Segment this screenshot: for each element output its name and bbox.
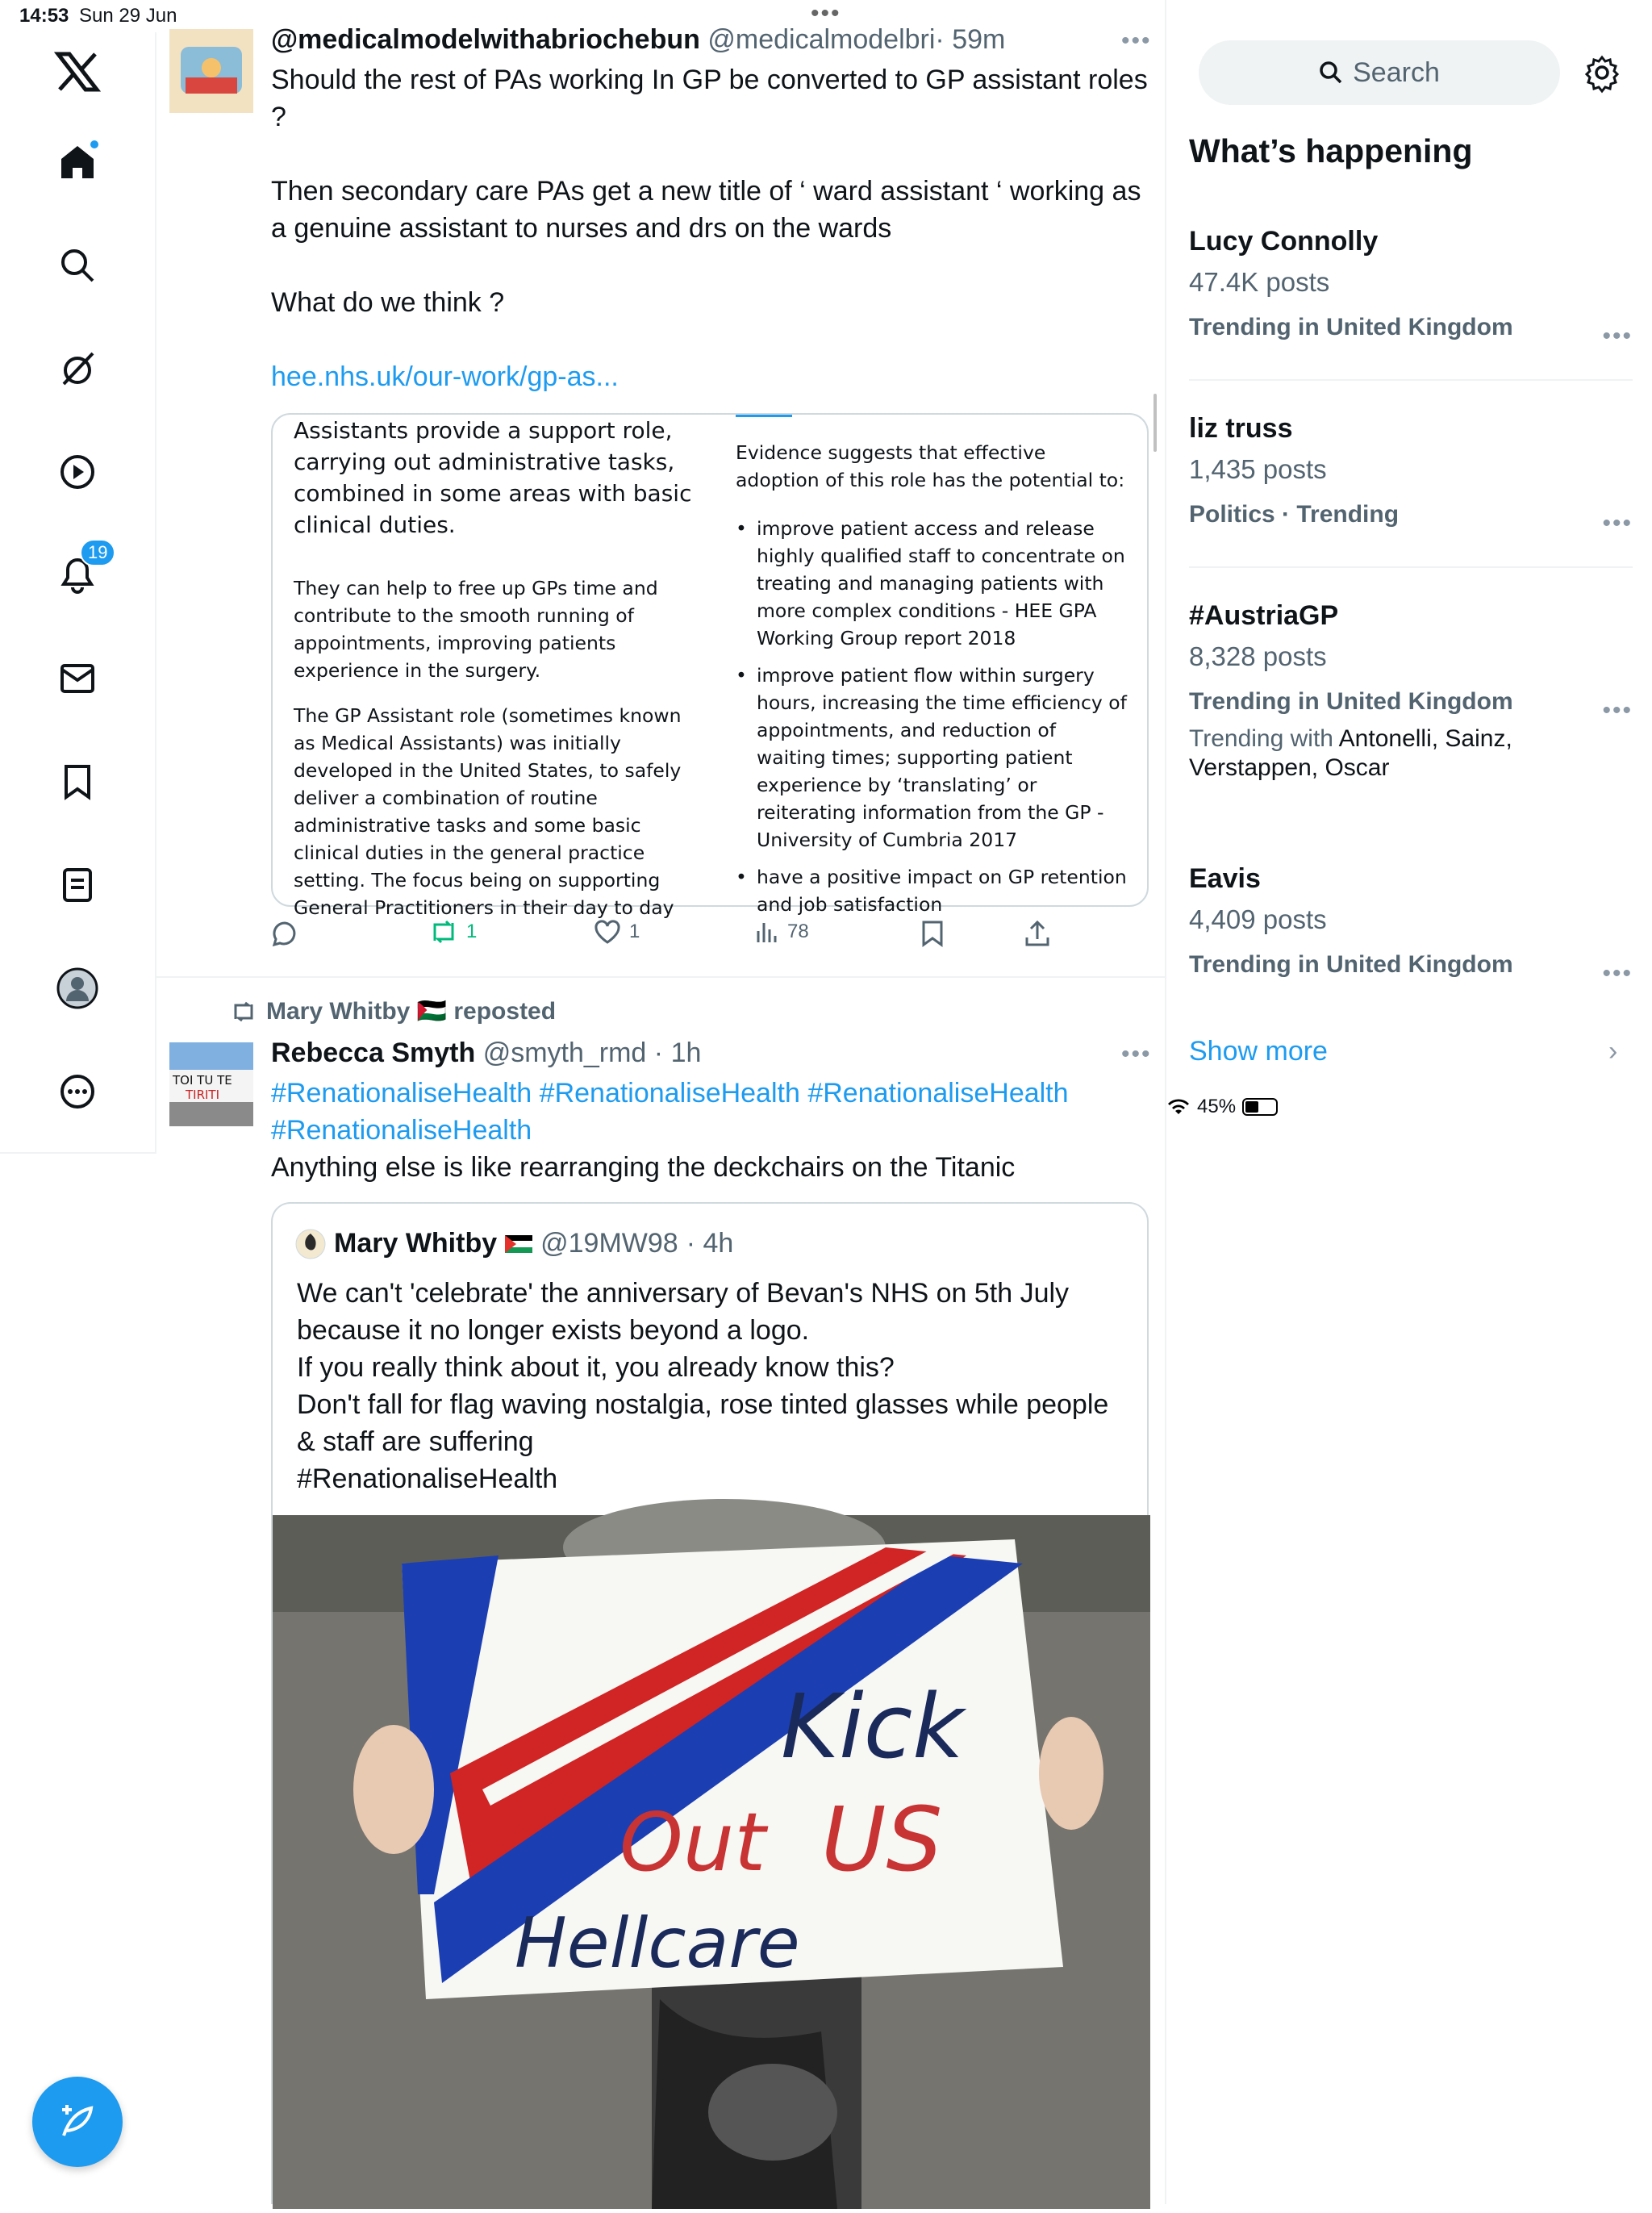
play-icon: [60, 454, 95, 490]
tweet-hashtags[interactable]: #RenationaliseHealth #RenationaliseHealth #RenationaliseHealth #RenationaliseHealth: [271, 1078, 1069, 1146]
home-icon: [59, 144, 96, 181]
sidebar-item-video[interactable]: [46, 441, 109, 503]
avatar-text: TIRITI: [186, 1088, 220, 1102]
trend-with-label: Trending with: [1189, 725, 1333, 752]
reply-button[interactable]: [271, 920, 298, 947]
bookmark-icon: [921, 920, 944, 947]
search-input[interactable]: [1199, 40, 1560, 105]
sidebar-item-grok[interactable]: [46, 337, 109, 400]
quoted-tweet-time[interactable]: · 4h: [686, 1228, 734, 1259]
palestine-flag-icon: [505, 1235, 532, 1253]
avatar-image: [169, 29, 253, 113]
repost-button[interactable]: [429, 920, 477, 944]
sidebar-item-profile[interactable]: [46, 957, 109, 1020]
search-icon: [60, 248, 95, 283]
quoted-line: Don't fall for flag waving nostalgia, rose tinted glasses while people & staff are suffering: [297, 1389, 1109, 1457]
doc-bullet-list: [736, 515, 1131, 918]
author-handle[interactable]: @smyth_rmd: [482, 1038, 647, 1068]
quoted-tweet-header: [295, 1228, 733, 1259]
trend-name: Lucy Connolly: [1189, 226, 1379, 257]
tweet-paragraph: Should the rest of PAs working In GP be converted to GP assistant roles ?: [271, 65, 1148, 132]
sidebar-item-home[interactable]: [46, 131, 109, 194]
trend-count: 47.4K posts: [1189, 267, 1330, 297]
trend-context: Trending in United Kingdom: [1189, 951, 1513, 978]
trend-item[interactable]: [1189, 860, 1633, 987]
doc-paragraph: The GP Assistant role (sometimes known as Medical Assistants) was initially developed in the United States, to safely deliver a combination of routine administrative tasks and some basic clinical duties in the general practice setting. The focus being on supporting General Practitioners in their day to day: [294, 704, 682, 919]
trend-name: liz truss: [1189, 413, 1293, 444]
scrollbar[interactable]: [1153, 394, 1157, 452]
status-date: Sun 29 Jun: [79, 5, 177, 27]
sign-text: Hellcare: [515, 1903, 800, 1984]
tweet-paragraph: Then secondary care PAs get a new title of ‘ ward assistant ‘ working as a genuine assistant to nurses and drs on the wards: [271, 176, 1141, 244]
quoted-tweet-video[interactable]: [273, 1515, 1150, 2209]
quoted-line: We can't 'celebrate' the anniversary of Bevan's NHS on 5th July because it no longer exists beyond a logo.: [297, 1278, 1070, 1346]
quoted-tweet-text: [297, 1275, 1128, 1497]
trend-count: 8,328 posts: [1189, 641, 1327, 671]
author-name[interactable]: Rebecca Smyth: [271, 1038, 476, 1068]
trend-more-icon[interactable]: •••: [1602, 323, 1633, 349]
status-time: 14:53: [19, 5, 69, 27]
doc-bullet: • have a positive impact on GP retention and job satisfaction: [736, 863, 1131, 918]
views-chart-icon: [755, 920, 779, 944]
battery-percent: 45%: [1197, 1096, 1237, 1117]
doc-intro: Assistants provide a support role, carrying out administrative tasks, combined in some areas with basic clinical duties.: [294, 417, 692, 538]
trend-more-icon[interactable]: •••: [1602, 960, 1633, 987]
tweet-header: [271, 1038, 701, 1069]
heart-icon: [594, 920, 621, 944]
sidebar-item-messages[interactable]: [46, 647, 109, 710]
attached-document-image[interactable]: [271, 413, 1149, 919]
bookmark-button[interactable]: [921, 920, 944, 947]
tweet-header: [271, 24, 1005, 56]
tweet-time[interactable]: · 59m: [935, 24, 1006, 55]
trend-divider: [1189, 379, 1633, 381]
trend-context: Trending in United Kingdom: [1189, 688, 1513, 715]
repost-count: 1: [466, 921, 478, 942]
whats-happening-title: What’s happening: [1189, 132, 1473, 169]
compose-icon: [57, 2102, 98, 2142]
repost-indicator[interactable]: [231, 997, 556, 1025]
trend-item[interactable]: [1189, 410, 1633, 537]
sidebar-item-notifications[interactable]: [46, 544, 109, 607]
like-count: 1: [629, 921, 640, 942]
trend-with-names: Antonelli, Sainz, Verstappen, Oscar: [1189, 725, 1512, 781]
tweet-more-icon[interactable]: •••: [1121, 27, 1152, 54]
tweet-1[interactable]: [156, 0, 1165, 976]
quoted-author-name[interactable]: Mary Whitby: [334, 1228, 498, 1259]
sign-text: US: [821, 1788, 943, 1891]
doc-bullet: • improve patient access and release highly qualified staff to concentrate on treating and managing patients with more complex conditions - HEE GPA Working Group report 2018: [736, 515, 1131, 652]
sidebar-nav: [0, 32, 156, 1154]
doc-bullet: • improve patient flow within surgery hours, increasing the time efficiency of appointments, and reduction of waiting times; supporting patient experience by ‘translating’ or reiterating information from the GP - University of Cumbria 2017: [736, 662, 1131, 854]
more-circle-icon: [60, 1074, 95, 1109]
trend-item[interactable]: [1189, 597, 1633, 783]
sign-text: Kick: [781, 1675, 964, 1778]
quoted-avatar[interactable]: [295, 1229, 326, 1259]
chevron-right-icon[interactable]: ›: [1608, 1036, 1618, 1067]
sidebar-item-explore[interactable]: [46, 234, 109, 297]
protest-sign-image: [273, 1515, 1150, 2209]
tweet-link[interactable]: hee.nhs.uk/our-work/gp-as...: [271, 361, 619, 392]
repost-icon: [429, 920, 458, 944]
sidebar-item-more[interactable]: [46, 1060, 109, 1123]
compose-button[interactable]: [32, 2077, 123, 2167]
trend-count: 1,435 posts: [1189, 454, 1327, 484]
multitasking-dots-icon[interactable]: •••: [811, 0, 841, 27]
tweet-time[interactable]: · 1h: [653, 1038, 702, 1068]
trend-more-icon[interactable]: •••: [1602, 697, 1633, 724]
views-count: 78: [787, 921, 809, 942]
tweet-more-icon[interactable]: •••: [1121, 1041, 1152, 1067]
trend-divider: [1189, 566, 1633, 568]
trend-count: 4,409 posts: [1189, 904, 1327, 934]
show-more-link[interactable]: Show more: [1189, 1036, 1328, 1067]
author-avatar[interactable]: [169, 29, 253, 113]
trend-name: #AustriaGP: [1189, 600, 1339, 631]
repost-label: Mary Whitby 🇵🇸 reposted: [266, 998, 557, 1025]
quoted-tweet[interactable]: [271, 1202, 1149, 2204]
quoted-author-handle[interactable]: @19MW98: [540, 1228, 678, 1259]
sign-text: Out: [620, 1795, 766, 1889]
views-button[interactable]: [755, 920, 809, 944]
profile-avatar-icon: [56, 967, 98, 1009]
mail-icon: [60, 663, 95, 694]
share-icon: [1024, 920, 1050, 947]
doc-accent-line: [736, 415, 792, 417]
list-icon: [62, 867, 93, 903]
trend-context: Trending in United Kingdom: [1189, 314, 1513, 340]
sidebar-item-bookmarks[interactable]: [46, 750, 109, 813]
author-handle[interactable]: @medicalmodelbri: [707, 24, 936, 55]
quoted-line: #RenationaliseHealth: [297, 1464, 558, 1494]
grok-icon: [59, 350, 96, 387]
tweet-actions: [271, 920, 1078, 960]
timeline: [156, 0, 1166, 2204]
trend-with: [1189, 724, 1633, 783]
tweet-text: [271, 1075, 1150, 1186]
trend-item[interactable]: [1189, 223, 1633, 350]
trend-name: Eavis: [1189, 863, 1261, 894]
notification-badge: 19: [80, 539, 115, 566]
settings-gear-icon[interactable]: [1584, 55, 1620, 90]
home-unread-dot: [89, 139, 100, 150]
x-logo-icon[interactable]: [46, 40, 109, 103]
quoted-line: If you really think about it, you already know this?: [297, 1352, 895, 1383]
avatar-image: [169, 1042, 253, 1126]
reply-icon: [271, 920, 298, 947]
avatar-text: TOI TU TE: [173, 1073, 232, 1088]
repost-icon: [231, 1001, 257, 1022]
tweet-paragraph: What do we think ?: [271, 287, 505, 318]
trend-more-icon[interactable]: •••: [1602, 510, 1633, 537]
bookmark-icon: [63, 764, 92, 800]
share-button[interactable]: [1024, 920, 1050, 947]
sidebar-item-lists[interactable]: [46, 854, 109, 917]
like-button[interactable]: [594, 920, 640, 944]
doc-left-column: [294, 415, 697, 921]
tweet-text: [271, 61, 1150, 395]
search-icon: [1319, 61, 1343, 85]
author-avatar[interactable]: [169, 1042, 253, 1126]
tweet-paragraph: Anything else is like rearranging the deckchairs on the Titanic: [271, 1152, 1016, 1183]
doc-evidence: Evidence suggests that effective adoption of this role has the potential to:: [736, 441, 1125, 491]
author-name[interactable]: @medicalmodelwithabriochebun: [271, 24, 700, 55]
search-placeholder: Search: [1353, 56, 1440, 88]
trend-context: Politics · Trending: [1189, 501, 1400, 528]
doc-right-column: [736, 439, 1131, 928]
right-sidebar: [1166, 0, 1652, 2204]
doc-paragraph: They can help to free up GPs time and contribute to the smooth running of appointments, improving patients experience in the surgery.: [294, 577, 658, 682]
